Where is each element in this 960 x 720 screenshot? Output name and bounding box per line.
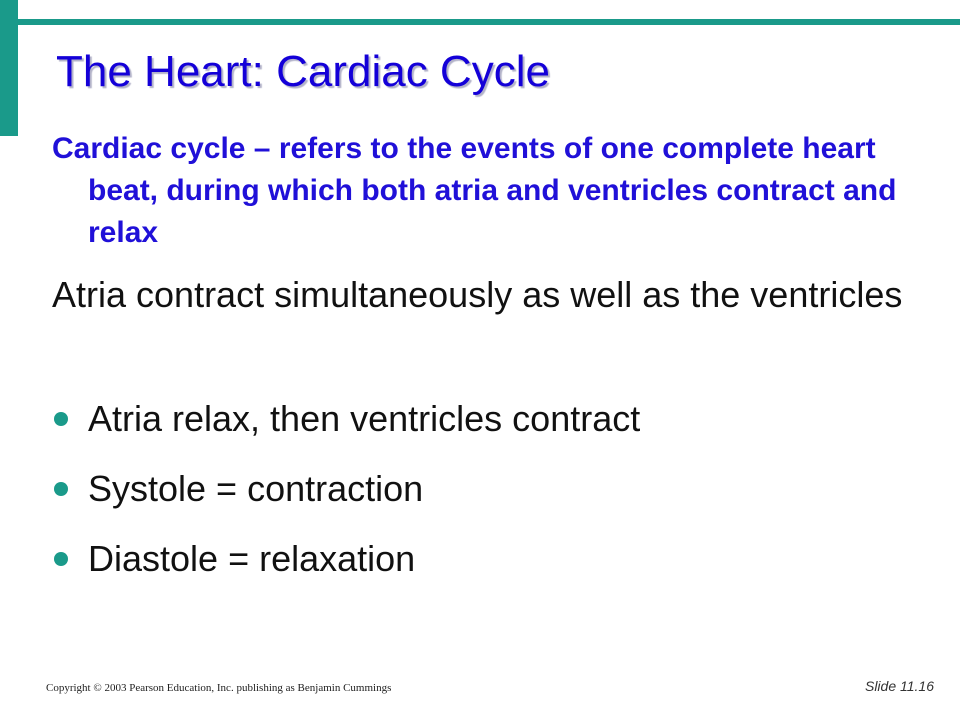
bullet-dot-icon bbox=[54, 482, 68, 496]
bullet-dot-icon bbox=[54, 552, 68, 566]
definition-text: Cardiac cycle – refers to the events of one complete heart beat, during which both atria and ventricles contract and relax bbox=[52, 132, 897, 249]
bullet-item bbox=[52, 536, 912, 582]
accent-bar-vertical bbox=[0, 0, 18, 136]
bullet-item bbox=[52, 466, 912, 512]
bullet-list bbox=[52, 396, 912, 606]
accent-bar-horizontal bbox=[18, 19, 960, 25]
copyright-text: Copyright © 2003 Pearson Education, Inc. publishing as Benjamin Cummings bbox=[46, 682, 392, 694]
bullet-label: Atria relax, then ventricles contract bbox=[88, 398, 641, 439]
statement-text: Atria contract simultaneously as well as the ventricles bbox=[52, 274, 903, 315]
slide-number: Slide 11.16 bbox=[864, 678, 934, 694]
bullet-item bbox=[52, 396, 912, 442]
slide-title: The Heart: Cardiac Cycle bbox=[56, 47, 550, 96]
bullet-label: Diastole = relaxation bbox=[88, 538, 416, 579]
bullet-label: Systole = contraction bbox=[88, 468, 424, 509]
bullet-dot-icon bbox=[54, 412, 68, 426]
